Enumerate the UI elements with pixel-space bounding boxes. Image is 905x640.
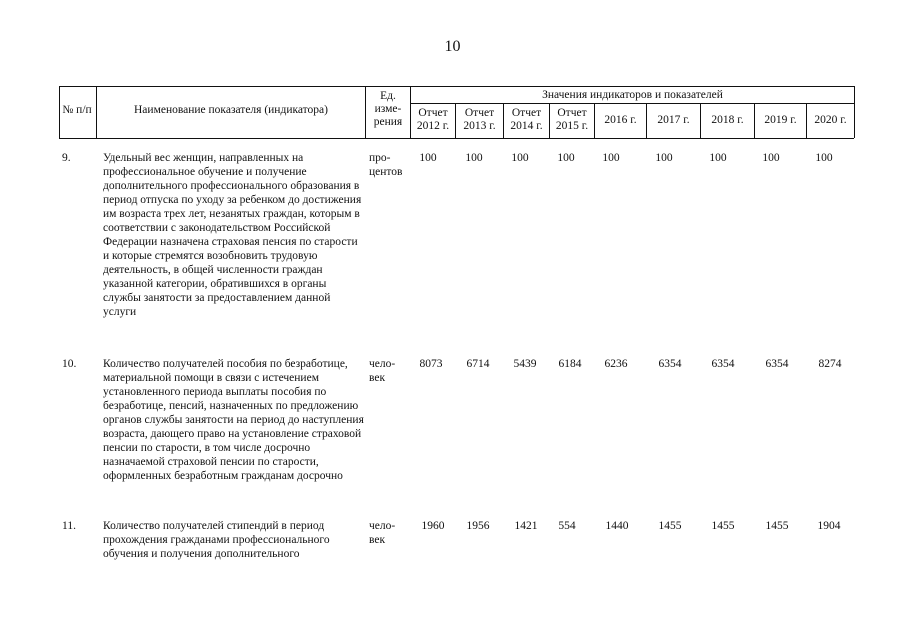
value-cell: 100	[762, 152, 780, 164]
value-cell: 1421	[514, 520, 538, 532]
value-cell: 6354	[658, 358, 682, 370]
header-year: Отчет 2014 г.	[510, 107, 543, 132]
value-cell: 1904	[817, 520, 841, 532]
value-cell: 8073	[419, 358, 443, 370]
header-values-group: Значения индикаторов и показателей	[542, 89, 723, 101]
value-cell: 1455	[765, 520, 789, 532]
indicator-name: Количество получателей стипендий в период прохождения гражданами профессионального обучения и получения дополнительного	[103, 520, 330, 560]
value-cell: 100	[709, 152, 727, 164]
value-cell: 100	[655, 152, 673, 164]
value-cell: 100	[419, 152, 437, 164]
header-year: 2016 г.	[604, 114, 637, 126]
header-bottom-border	[59, 138, 854, 139]
header-vline	[854, 86, 855, 138]
value-cell: 100	[815, 152, 833, 164]
value-cell: 8274	[818, 358, 842, 370]
header-year: 2018 г.	[711, 114, 744, 126]
row-number: 10.	[62, 358, 77, 370]
header-year: 2020 г.	[814, 114, 847, 126]
header-top-border	[59, 86, 854, 87]
value-cell: 1455	[658, 520, 682, 532]
header-year: Отчет 2013 г.	[463, 107, 496, 132]
header-year: Отчет 2015 г.	[555, 107, 589, 132]
value-cell: 5439	[513, 358, 537, 370]
value-cell: 6184	[558, 358, 582, 370]
row-number: 9.	[62, 152, 71, 164]
header-year: 2017 г.	[657, 114, 690, 126]
value-cell: 100	[557, 152, 575, 164]
indicator-name: Удельный вес женщин, направленных на профессиональное обучение и получение дополнительного профессионального образования в период отпуска по уходу за ребенком до достижения им возраста трех лет, незанятых граждан, которым в соответствии с законодательством Российской Федерации назначена страховая пенсия по старости и которые стремятся возобновить трудовую деятельность, в общей численности граждан указанной категории, обратившихся в органы службы занятости за предоставлением данной услуги	[103, 152, 362, 318]
page-number: 10	[444, 38, 461, 55]
value-cell: 6236	[604, 358, 628, 370]
value-cell: 554	[558, 520, 576, 532]
unit-of-measure: чело- век	[369, 358, 396, 384]
value-cell: 100	[511, 152, 529, 164]
unit-of-measure: чело- век	[369, 520, 396, 546]
header-mid-border	[410, 103, 854, 104]
header-year: 2019 г.	[764, 114, 797, 126]
unit-of-measure: про- центов	[369, 152, 403, 178]
value-cell: 1956	[466, 520, 490, 532]
indicator-name: Количество получателей пособия по безработице, материальной помощи в связи с истечением установленного периода выплаты пособия по безработице, пенсий, назначенных по предложению органов службы занятости на период до наступления возраста, дающего право на установление страховой пенсии по старости, в том числе досрочно назначаемой страховой пенсии по старости, оформленных безработным гражданам досрочно	[103, 358, 364, 482]
value-cell: 6354	[765, 358, 789, 370]
value-cell: 1960	[421, 520, 445, 532]
value-cell: 100	[602, 152, 620, 164]
value-cell: 1440	[605, 520, 629, 532]
header-unit: Ед. изме- рения	[373, 90, 403, 128]
row-number: 11.	[62, 520, 76, 532]
value-cell: 6714	[466, 358, 490, 370]
value-cell: 100	[465, 152, 483, 164]
header-year: Отчет 2012 г.	[416, 107, 450, 132]
header-num: № п/п	[62, 104, 92, 116]
value-cell: 1455	[711, 520, 735, 532]
value-cell: 6354	[711, 358, 735, 370]
header-name: Наименование показателя (индикатора)	[134, 104, 328, 116]
